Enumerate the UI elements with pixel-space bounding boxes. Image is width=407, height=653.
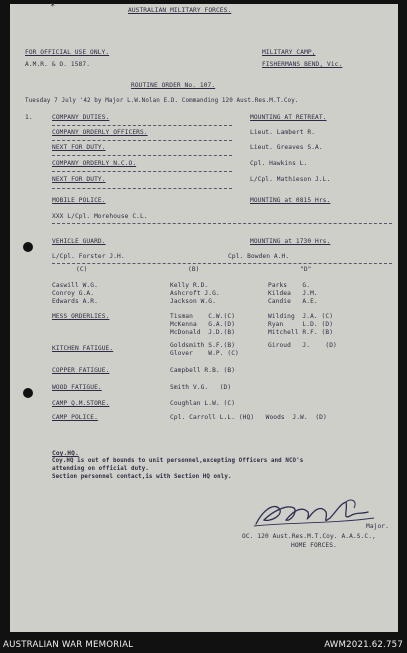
binder-hole-top <box>23 242 33 252</box>
orderly-nco-name: Cpl. Hawkins L. <box>250 160 308 167</box>
dashed-rule <box>52 171 232 172</box>
next-for-duty-name: L/Cpl. Mathieson J.L. <box>250 176 331 183</box>
orderly-officers-label: COMPANY ORDERLY OFFICERS. <box>52 129 148 136</box>
dashed-rule <box>52 263 392 264</box>
notice-line: Section personnel contact,is with Section HQ only. <box>52 474 232 480</box>
mess-orderly-name: McDonald J.D.(B) <box>170 329 236 336</box>
corner-mark: * <box>50 2 62 12</box>
next-for-duty-label: NEXT FOR DUTY. <box>52 144 106 151</box>
notice-line: Coy.HQ is out of bounds to unit personnel,excepting Officers and NCO's <box>52 458 304 464</box>
next-for-duty-name: Lieut. Greaves S.A. <box>250 144 323 151</box>
camp-police-label: CAMP POLICE. <box>52 414 98 421</box>
wood-fatigue-label: WOOD FATIGUE. <box>52 384 102 391</box>
section-d-label: "D" <box>300 266 312 273</box>
orderly-nco-label: COMPANY ORDERLY N.C.O. <box>52 160 137 167</box>
document-page <box>10 4 398 632</box>
section-b-label: (B) <box>188 266 200 273</box>
camp-name: MILITARY CAMP, <box>262 49 316 56</box>
guard-c-name: Edwards A.R. <box>52 298 98 305</box>
guard-c-name: Conroy G.A. <box>52 290 95 297</box>
mounting-retreat-heading: MOUNTING AT RETREAT. <box>250 114 327 121</box>
kitchen-fatigue-label: KITCHEN FATIGUE. <box>52 345 114 352</box>
paragraph-number: 1. <box>25 114 33 121</box>
archive-name: AUSTRALIAN WAR MEMORIAL <box>3 640 134 650</box>
guard-d-name: Kildea J.M. <box>268 290 318 297</box>
signature-unit: OC. 120 Aust.Res.M.T.Coy. A.A.S.C., <box>242 533 376 540</box>
archive-reference: AWM2021.62.757 <box>324 640 403 650</box>
vehicle-guard-cpl: Cpl. Bowden A.H. <box>228 253 290 260</box>
order-title: ROUTINE ORDER No. 107. <box>131 82 216 89</box>
dashed-rule <box>52 223 392 224</box>
dashed-rule <box>52 125 232 126</box>
copper-fatigue-label: COPPER FATIGUE. <box>52 367 110 374</box>
notice-title: Coy.HQ. <box>52 450 79 457</box>
signature-rank: Major. <box>366 523 389 530</box>
binder-hole-bottom <box>23 388 33 398</box>
mess-orderly-name: Tisman C.W.(C) <box>170 313 236 320</box>
wood-fatigue-name: Smith V.G. (D) <box>170 384 232 391</box>
vehicle-guard-label: VEHICLE GUARD. <box>52 238 106 245</box>
archive-footer <box>0 636 407 653</box>
mobile-police-mounting: MOUNTING at 0815 Hrs. <box>250 197 331 204</box>
mess-orderly-name: Wilding J.A. (C) <box>268 313 334 320</box>
camp-location: FISHERMANS BEND, Vic. <box>262 61 343 68</box>
guard-b-name: Jackson W.G. <box>170 298 216 305</box>
guard-b-name: Kelly R.D. <box>170 282 209 289</box>
kitchen-fatigue-name: Giroud J. (D) <box>268 342 337 349</box>
issued-by-line: Tuesday 7 July '42 by Major L.W.Nolan E.D. Commanding 120 Aust.Res.M.T.Coy. <box>25 98 299 104</box>
section-c-label: (C) <box>76 266 88 273</box>
kitchen-fatigue-name: Goldsmith S.F.(B) <box>170 342 236 349</box>
dashed-rule <box>52 140 232 141</box>
regulation-reference: A.M.R. & O. 1587. <box>25 61 91 68</box>
camp-police-names: Cpl. Carroll L.L. (HQ) Woods J.W. (D) <box>170 414 327 421</box>
orderly-officers-name: Lieut. Lambert R. <box>250 129 316 136</box>
next-for-duty-label: NEXT FOR DUTY. <box>52 176 106 183</box>
camp-qm-store-label: CAMP Q.M.STORE. <box>52 400 110 407</box>
company-duties-heading: COMPANY DUTIES. <box>52 114 110 121</box>
vehicle-guard-lcpl: L/Cpl. Forster J.H. <box>52 253 125 260</box>
copper-fatigue-name: Campbell R.B. (B) <box>170 367 236 374</box>
mess-orderly-name: Mitchell R.F. (B) <box>268 329 334 336</box>
signature-forces: HOME FORCES. <box>291 542 337 549</box>
guard-d-name: Candie A.E. <box>268 298 318 305</box>
mess-orderly-name: Ryan L.D. (D) <box>268 321 334 328</box>
guard-b-name: Ashcroft J.G. <box>170 290 220 297</box>
mobile-police-label: MOBILE POLICE. <box>52 197 106 204</box>
document-title: AUSTRALIAN MILITARY FORCES. <box>128 7 232 14</box>
dashed-rule <box>52 188 232 189</box>
official-use-label: FOR OFFICIAL USE ONLY. <box>25 49 110 56</box>
vehicle-guard-mounting: MOUNTING at 1730 Hrs. <box>250 238 331 245</box>
guard-c-name: Caswill W.G. <box>52 282 98 289</box>
mobile-police-name: XXX L/Cpl. Morehouse C.L. <box>52 213 148 220</box>
mess-orderlies-label: MESS ORDERLIES. <box>52 313 110 320</box>
dashed-rule <box>52 155 232 156</box>
guard-d-name: Parks G. <box>268 282 311 289</box>
kitchen-fatigue-name: Glover W.P. (C) <box>170 350 239 357</box>
notice-line: attending on official duty. <box>52 466 149 472</box>
mess-orderly-name: McKenna G.A.(D) <box>170 321 236 328</box>
camp-qm-store-name: Coughlan L.W. (C) <box>170 400 236 407</box>
